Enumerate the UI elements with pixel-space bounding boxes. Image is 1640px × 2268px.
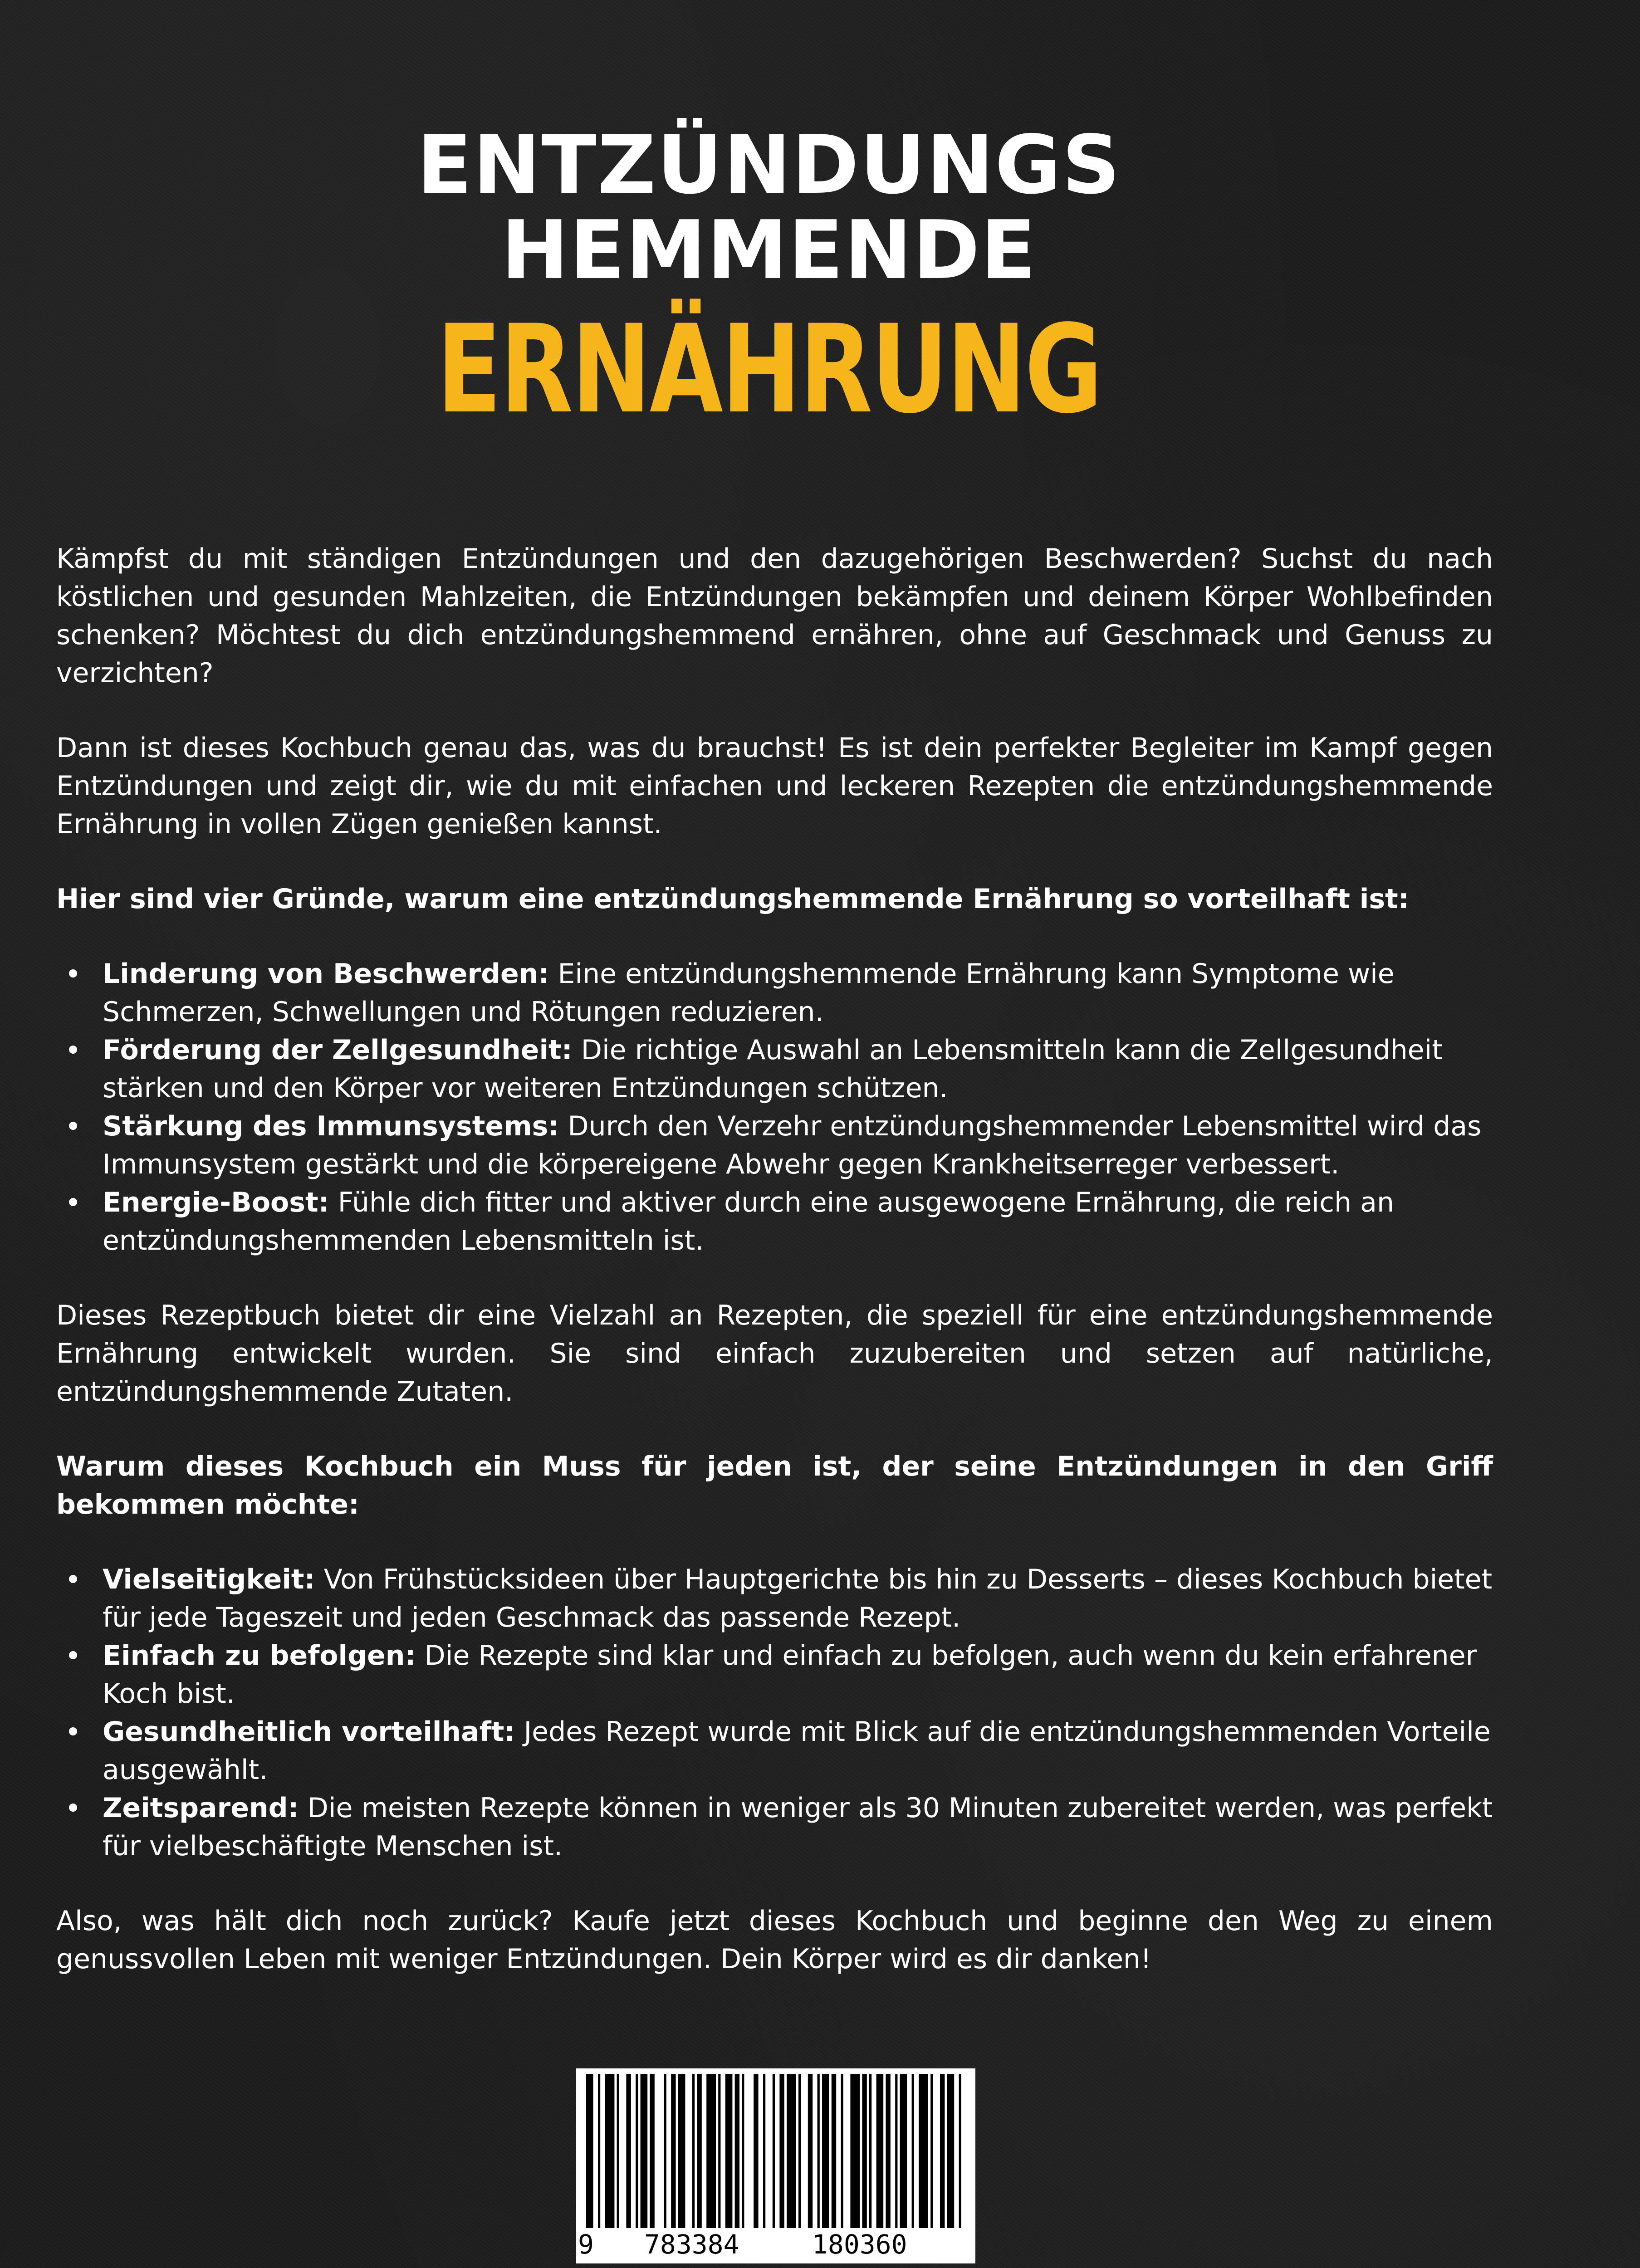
barcode-bar: [841, 2074, 843, 2228]
barcode-bar: [940, 2074, 945, 2228]
title-line-3: ERNÄHRUNG: [436, 299, 1101, 440]
reasons-heading: Hier sind vier Gründe, warum eine entzündungshemmende Ernährung so vorteilhaft ist:: [56, 883, 1409, 915]
list-item: [56, 955, 1493, 1031]
barcode-group-right: 180360: [812, 2229, 907, 2260]
list-item-label: Linderung von Beschwerden:: [103, 958, 549, 990]
barcode-bar: [895, 2074, 897, 2228]
barcode-bar: [725, 2074, 733, 2228]
barcode-bar: [617, 2074, 619, 2228]
bullet-icon: [69, 1046, 77, 1054]
list-item-text: Durch den Verzehr entzündungshemmender Lebensmittel wird das Immunsystem gestärkt und die körpereigene Abwehr gegen Krankheitserreger verbessert.: [103, 1110, 1482, 1180]
isbn-barcode: [576, 2068, 975, 2263]
bullet-icon: [69, 1804, 77, 1812]
barcode-bars: [584, 2074, 967, 2228]
barcode-bar: [641, 2074, 648, 2228]
barcode-bar: [832, 2074, 836, 2228]
title-line-1: ENTZÜNDUNGS: [416, 118, 1121, 212]
bullet-icon: [69, 969, 77, 978]
barcode-bar: [735, 2074, 739, 2228]
list-item-text: Eine entzündungshemmende Ernährung kann Symptome wie Schmerzen, Schwellungen und Rötungen reduzieren.: [103, 958, 1395, 1028]
list-item: [56, 1637, 1493, 1713]
middle-paragraph: Dieses Rezeptbuch bietet dir eine Vielzahl an Rezepten, die speziell für eine entzündungshemmende Ernährung entwickelt wurden. Sie sind einfach zuzubereiten und setzen auf natürliche, entzündungshemmende Zutaten.: [56, 1300, 1493, 1408]
barcode-bar: [886, 2074, 890, 2228]
barcode-bar: [869, 2074, 871, 2228]
barcode-digit-first: 9: [578, 2229, 594, 2260]
barcode-bar: [742, 2074, 744, 2228]
list-item-text: Die Rezepte sind klar und einfach zu befolgen, auch wenn du kein erfahrener Koch bist.: [103, 1640, 1477, 1710]
barcode-bar: [697, 2074, 701, 2228]
barcode-bar: [850, 2074, 860, 2228]
bullet-icon: [69, 1651, 77, 1659]
barcode-bar: [692, 2074, 695, 2228]
barcode-bar: [626, 2074, 631, 2228]
barcode-bar: [798, 2074, 801, 2228]
barcode-bar: [912, 2074, 914, 2228]
barcode-bar: [763, 2074, 765, 2228]
barcode-bar: [862, 2074, 867, 2228]
barcode-bar: [706, 2074, 716, 2228]
barcode-group-left: 783384: [644, 2229, 739, 2260]
bullet-icon: [69, 1575, 77, 1583]
bullet-icon: [69, 1727, 77, 1735]
barcode-bar: [650, 2074, 654, 2228]
list-item-label: Einfach zu befolgen:: [103, 1640, 416, 1672]
barcode-bar: [959, 2074, 961, 2228]
barcode-bar: [818, 2074, 820, 2228]
intro-paragraph-2: Dann ist dieses Kochbuch genau das, was du brauchst! Es ist dein perfekter Begleiter im Kampf gegen Entzündungen und zeigt dir, wie du mit einfachen und leckeren Rezepten die entzündungshemmende Ernährung in vollen Zügen genießen kannst.: [56, 732, 1493, 840]
list-item-text: Jedes Rezept wurde mit Blick auf die entzündungshemmenden Vorteile ausgewählt.: [103, 1716, 1491, 1786]
barcode-bar: [876, 2074, 884, 2228]
barcode-bar: [754, 2074, 758, 2228]
why-heading: Warum dieses Kochbuch ein Muss für jeden ist, der seine Entzündungen in den Griff bekommen möchte:: [56, 1451, 1493, 1520]
reasons-list: [56, 955, 1493, 1260]
blurb-text: [56, 540, 1493, 2015]
barcode-bar: [779, 2074, 784, 2228]
barcode-bar: [598, 2074, 600, 2228]
list-item: [56, 1031, 1493, 1107]
barcode-bar: [586, 2074, 593, 2228]
book-title: [0, 118, 1538, 440]
barcode-bar: [947, 2074, 955, 2228]
list-item: [56, 1560, 1493, 1637]
list-item: [56, 1107, 1493, 1183]
barcode-bar: [678, 2074, 685, 2228]
intro-paragraph-1: Kämpfst du mit ständigen Entzündungen und den dazugehörigen Beschwerden? Suchst du nach köstlichen und gesunden Mahlzeiten, die Entzündungen bekämpfen und deinem Körper Wohlbefinden schenken? Möchtest du dich entzündungshemmend ernähren, ohne auf Geschmack und Genuss zu verzichten?: [56, 543, 1493, 689]
barcode-bar: [808, 2074, 813, 2228]
list-item-label: Gesundheitlich vorteilhaft:: [103, 1716, 515, 1748]
title-line-2: HEMMENDE: [501, 203, 1037, 297]
barcode-bar: [664, 2074, 666, 2228]
list-item-text: Von Frühstücksideen über Hauptgerichte bis hin zu Desserts – dieses Kochbuch bietet für jede Tageszeit und jeden Geschmack das passende Rezept.: [103, 1564, 1493, 1633]
barcode-bar: [930, 2074, 933, 2228]
barcode-digits: [576, 2228, 975, 2260]
barcode-bar: [919, 2074, 928, 2228]
list-item-label: Energie-Boost:: [103, 1187, 329, 1218]
bullet-icon: [69, 1198, 77, 1206]
barcode-bar: [822, 2074, 829, 2228]
list-item-label: Vielseitigkeit:: [103, 1564, 315, 1595]
why-list: [56, 1560, 1493, 1865]
closing-paragraph: Also, was hält dich noch zurück? Kaufe jetzt dieses Kochbuch und beginne den Weg zu einem genussvollen Leben mit weniger Entzündungen. Dein Körper wird es dir danken!: [56, 1905, 1493, 1975]
list-item-text: Die richtige Auswahl an Lebensmitteln kann die Zellgesundheit stärken und den Körper vor weiteren Entzündungen schützen.: [103, 1034, 1443, 1104]
list-item: [56, 1713, 1493, 1789]
list-item: [56, 1789, 1493, 1865]
list-item: [56, 1183, 1493, 1260]
barcode-bar: [605, 2074, 615, 2228]
list-item-label: Stärkung des Immunsystems:: [103, 1110, 559, 1142]
barcode-bar: [718, 2074, 720, 2228]
list-item-label: Zeitsparend:: [103, 1792, 299, 1824]
bullet-icon: [69, 1122, 77, 1130]
barcode-bar: [636, 2074, 638, 2228]
list-item-text: Die meisten Rezepte können in weniger als 30 Minuten zubereitet werden, was perfekt für vielbeschäftigte Menschen ist.: [103, 1792, 1493, 1862]
barcode-bar: [773, 2074, 775, 2228]
list-item-text: Fühle dich fitter und aktiver durch eine ausgewogene Ernährung, die reich an entzündungshemmenden Lebensmitteln ist.: [103, 1187, 1394, 1256]
barcode-bar: [671, 2074, 676, 2228]
barcode-bar: [787, 2074, 796, 2228]
barcode-bar: [900, 2074, 907, 2228]
list-item-label: Förderung der Zellgesundheit:: [103, 1034, 573, 1066]
